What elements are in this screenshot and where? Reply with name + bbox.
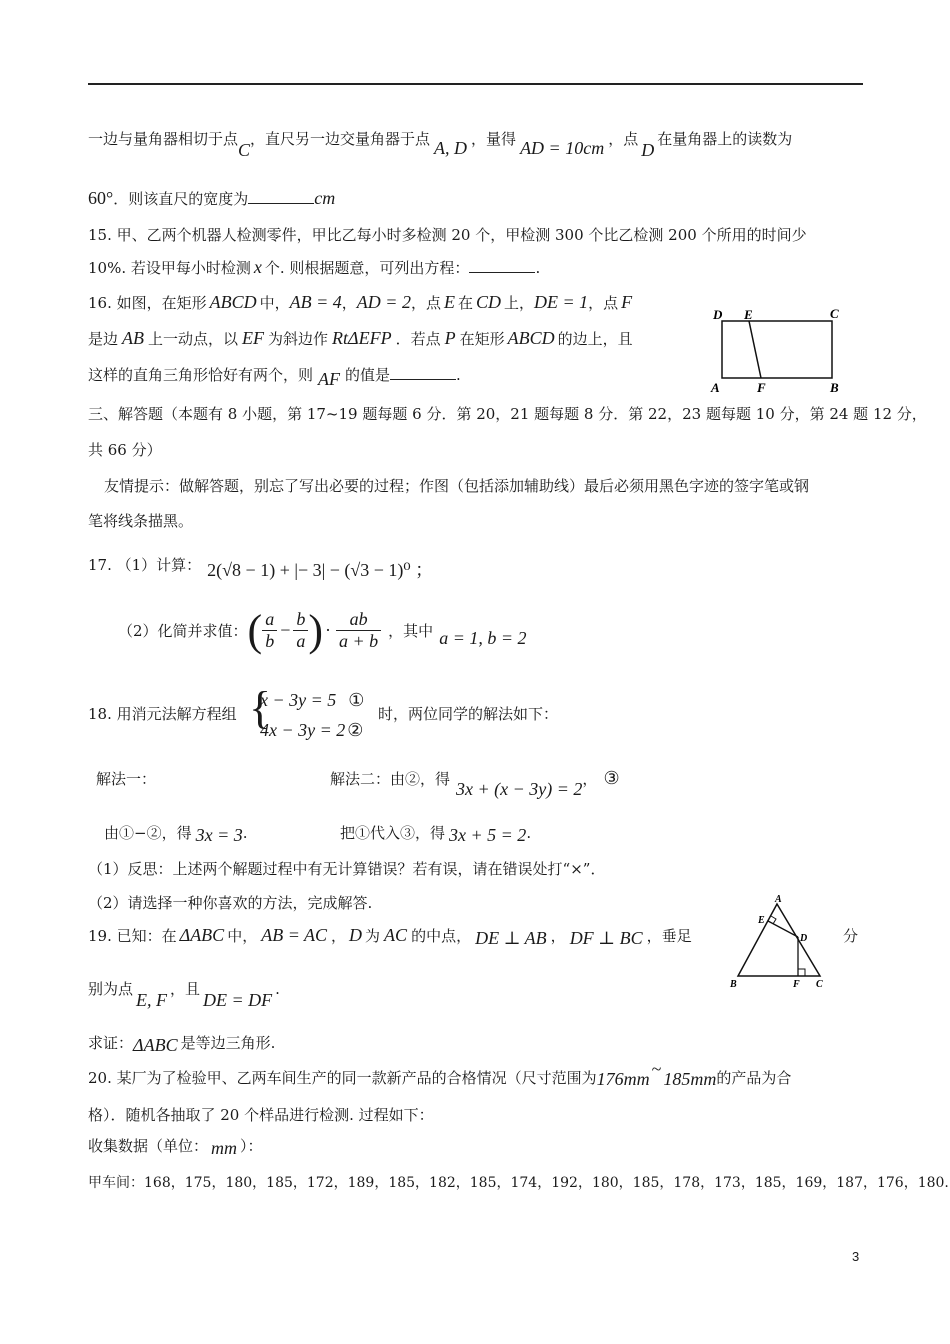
fraction-b-over-a: $\frac{b}{a}$	[293, 609, 308, 652]
q19-line2: 别为点E, F，且DE = DF.	[88, 980, 280, 1010]
q17-part2: （2）化简并求值：( $\frac{a}{b}$ − $\frac{b}{a}$ ) · $\frac{ab}{a + b}$ ，其中 a = 1, b = 2	[118, 606, 527, 655]
rectangle-abcd	[722, 321, 832, 378]
triangle-abc	[738, 904, 820, 976]
q18-equation-2: 4x − 3y = 2 ②	[260, 720, 364, 740]
method-1-step1: 由①−②，得 3x = 3.	[104, 824, 248, 845]
q16-line1: 16. 如图，在矩形 ABCD 中，AB = 4，AD = 2，点 E 在 CD 上，DE = 1，点 F	[88, 292, 633, 312]
q18-intro: 18. 用消元法解方程组	[88, 705, 237, 723]
q18-sub1: （1）反思：上述两个解题过程中有无计算错误？若有误，请在错误处打“×”．	[88, 860, 606, 878]
right-angle-mark-f	[798, 969, 805, 976]
q15-line2: 10%. 若设甲每小时检测 x 个. 则根据题意，可列出方程： .	[88, 257, 541, 277]
fraction-ab-over-a-plus-b: $\frac{ab}{a + b}$	[336, 609, 381, 652]
q20-line3: 收集数据（单位： mm ）：	[88, 1137, 263, 1158]
q17-part1: 17. （1）计算： 2(√8 − 1) + |− 3| − (√3 − 1)⁰ ；	[88, 556, 434, 580]
fig-label-c: C	[816, 979, 823, 990]
q18-sub2: （2）请选择一种你喜欢的方法，完成解答.	[88, 894, 373, 912]
header-rule	[88, 83, 863, 85]
answer-blank[interactable]	[469, 271, 535, 273]
fig-label-a: A	[711, 380, 720, 395]
q15-line1: 15. 甲、乙两个机器人检测零件，甲比乙每小时多检测 20 个，甲检测 300 个比乙检测 200 个所用的时间少	[88, 226, 807, 244]
fig-label-a: A	[775, 894, 782, 905]
fig-label-b: B	[830, 380, 839, 395]
fig-label-f: F	[757, 380, 766, 395]
q20-line2: 格）．随机各抽取了 20 个样品进行检测. 过程如下：	[88, 1106, 434, 1124]
segment-de	[768, 921, 798, 937]
fig-label-c: C	[830, 306, 839, 321]
q19-line1-end: 分	[843, 927, 859, 945]
q16-line2: 是边 AB 上一动点，以 EF 为斜边作 RtΔEFP ．若点 P 在矩形 ABCD 的边上，且	[88, 328, 633, 348]
method-2-step1: 解法二：由②，得 3x + (x − 3y) = 2， ③	[330, 768, 620, 799]
fig-label-e: E	[758, 915, 765, 926]
q19-line3: 求证：ΔABC 是等边三角形.	[88, 1034, 276, 1055]
method-1-label: 解法一：	[96, 770, 157, 788]
tip-line2: 笔将线条描黑。	[88, 512, 194, 530]
rectangle-figure	[700, 300, 860, 400]
q14-line1: 一边与量角器相切于点C，直尺另一边交量角器于点 A, D ，量得 AD = 10cm ，点D在量角器上的读数为	[88, 130, 793, 160]
page-number: 3	[852, 1249, 860, 1264]
fig-label-d: D	[713, 307, 723, 322]
q14-line2: 60°．则该直尺的宽度为 cm	[88, 188, 336, 208]
fig-label-d: D	[800, 933, 808, 944]
section-3-header: 三、解答题（本题有 8 小题，第 17~19 题每题 6 分．第 20，21 题每题 8 分．第 22，23 题每题 10 分，第 24 题 12 分，	[88, 405, 927, 423]
q20-data-line: 甲车间：168，175，180，185，172，189，185，182，185，174，192，180，185，178，173，185，169，187，176，180.	[88, 1175, 949, 1191]
triangle-figure	[722, 893, 832, 993]
segment-ef	[749, 321, 761, 378]
q18-equation-1: x − 3y = 5 ①	[260, 690, 365, 710]
q18-intro-end: 时，两位同学的解法如下：	[378, 705, 559, 723]
method-2-step2: 把①代入③，得 3x + 5 = 2.	[340, 824, 532, 845]
q16-line3: 这样的直角三角形恰好有两个，则 AF 的值是 .	[88, 366, 461, 389]
section-3-header-cont: 共 66 分）	[88, 441, 162, 459]
q20-line1: 20. 某厂为了检验甲、乙两车间生产的同一款新产品的合格情况（尺寸范围为176mm ~ 185mm的产品为合	[88, 1059, 792, 1089]
answer-blank[interactable]	[390, 378, 456, 380]
answer-blank[interactable]	[248, 202, 314, 204]
fig-label-b: B	[730, 979, 737, 990]
tip-line1: 友情提示：做解答题，别忘了写出必要的过程；作图（包括添加辅助线）最后必须用黑色字迹的签字笔或钢	[104, 477, 810, 495]
fraction-a-over-b: $\frac{a}{b}$	[262, 609, 277, 652]
fig-label-e: E	[744, 307, 753, 322]
q19-line1: 19. 已知：在 ΔABC 中， AB = AC ， D 为 AC 的中点， DE ⊥ AB ， DF ⊥ BC ，垂足	[88, 925, 692, 948]
fig-label-f: F	[793, 979, 800, 990]
